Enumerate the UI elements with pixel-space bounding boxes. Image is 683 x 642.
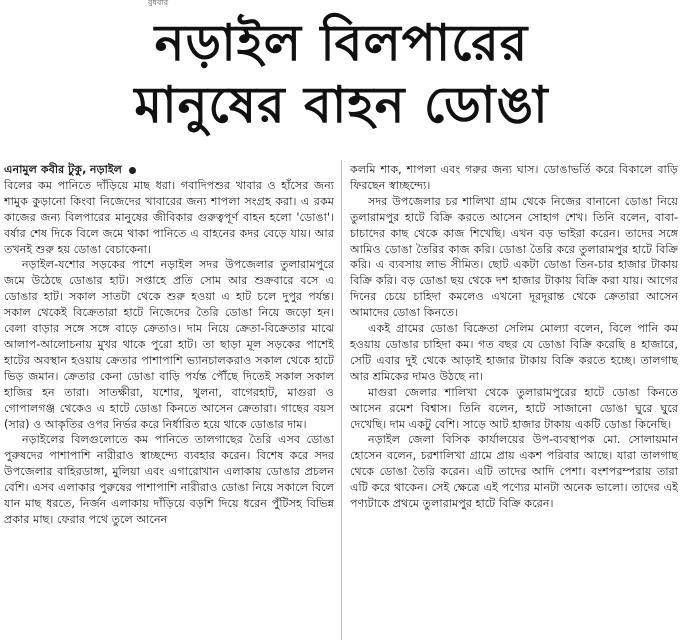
paragraph: বিলের কম পানিতে দাঁড়িয়ে মাছ ধরা। গবাদিপশুর খাবার ও হাঁসের জন্য শামুক কুড়ানো কিংবা নিজেদের খাবারের জন্য শাপলা সংগ্রহ করা। এ রকম কাজের জন্য বিলপারের মানুষের জীবিকার গুরুত্বপূর্ণ বাহন হলো 'ডোঙা'। বর্ষার শেষ দিকে বিলে জমে থাকা পানিতে এ বাহনের কদর বেড়ে যায়। আর তখনই শুরু হয় ডোঙা বেচাকেনা। [4,178,334,256]
page-header-fragment: বুধবার [148,0,169,6]
column-divider [341,160,342,640]
byline [4,162,334,178]
article-right-column [350,162,678,640]
paragraph: কলমি শাক, শাপলা এবং গরুর জন্য ঘাস। ডোঙাভর্তি করে বিকালে বাড়ি ফিরছেন স্বাচ্ছন্দ্যে। [350,163,678,192]
article-left-column [4,162,334,640]
paragraph: নড়াইলের বিলগুলোতে কম পানিতে তালগাছের তৈরি এসব ডোঙা পুরুষদের পাশাপাশি নারীরাও স্বাচ্ছন্দ্যে ব্যবহার করেন। বিশেষ করে সদর উপজেলার বাহিরডাঙ্গা, মুলিয়া এবং এগারোখান এলাকায় ডোঙার প্রচলন বেশি। এসব এলাকার পুরুষের পাশাপাশি নারীরাও ডোঙা নিয়ে সকালে বিলে যান মাছ ধরতে, নির্জন এলাকায় দাঁড়িয়ে বড়শি দিয়ে ধরেন পুঁটিসহ বিভিন্ন প্রকার মাছ। ফেরার পথে তুলে আনেন [4,433,334,526]
paragraph: একই গ্রামের ডোঙা বিক্রেতা সেলিম মোল্যা বলেন, বিলে পানি কম হওয়ায় ডোঙার চাহিদা কম। গত বছর যে ডোঙা বিক্রি করেছি ৪ হাজারে, সেটি এবার দুই থেকে আড়াই হাজার টাকায় বিক্রি করতে হচ্ছে। তালগাছ আর শ্রমিকের দামও উঠছে না। [350,322,678,383]
headline-line-2: মানুষের বাহন ডোঙা [134,76,549,134]
byline-location: নড়াইল [89,163,122,176]
paragraph: নড়াইল-যশোর সড়কের পাশে নড়াইল সদর উপজেলার তুলারামপুরে জমে উঠেছে ডোঙার হাট। সপ্তাহে প্রতি সোম আর শুক্রবারে বসে এ ডোঙার হাট। সকাল সাতটা থেকে শুরু হওয়া এ হাট চলে দুপুর পর্যন্ত। সকাল থেকেই বিক্রেতারা হাটে নিজেদের তৈরি ডোঙা নিয়ে জড়ো হন। বেলা বাড়ার সঙ্গে সঙ্গে বাড়ে ক্রেতাও। দাম নিয়ে ক্রেতা-বিক্রেতার মাঝে আলাপ-আলোচনায় মুখর থাকে পুরো হাট। তা ছাড়া মূল সড়কের পাশেই হাটের অবস্থান হওয়ায় ক্রেতার পাশাপাশি ভ্যানচালকরাও সকাল থেকে হাটে ভিড় জমান। ক্রেতার কেনা ডোঙা বাড়ি পর্যন্ত পৌঁছে দিতেই সকাল সকাল হাজির হন তারা। সাতক্ষীরা, যশোর, খুলনা, বাগেরহাট, মাগুরা ও গোপালগঞ্জ থেকেও এ হাটে ডোঙা কিনতে আসেন ক্রেতারা। গাছের বয়স (সার) ও আকৃতির ওপর নির্ভর করে নির্ধারিত হয়ে থাকে ডোঙার দাম। [4,258,334,431]
headline [0,12,683,136]
paragraph: সদর উপজেলার চর শালিখা গ্রাম থেকে নিজের বানানো ডোঙা নিয়ে তুলারামপুর হাটে বিক্রি করতে আসেন সোহাগ শেখ। তিনি বলেন, বাবা-চাচাদের কাছ থেকে কাজ শিখেছি। এখন বড় ভাইরা করেন। তাদের সঙ্গে আমিও ডোঙা তৈরির কাজ করি। ডোঙা তৈরি করে তুলারামপুর হাটে বিক্রি করি। এ ব্যবসায় লাভ সীমিত। ছোট একটা ডোঙা তিন-চার হাজার টাকায় বিক্রি করি। বড় ডোঙা ছয় থেকে দশ হাজার টাকায় বিক্রি করা যায়। আগের দিনের চেয়ে চাহিদা কমলেও এখনো দূরদূরান্ত থেকে ক্রেতারা আসেন আমাদের ডোঙা কিনতে। [350,194,678,320]
paragraph: নড়াইল জেলা বিসিক কার্যালয়ের উপ-ব্যবস্থাপক মো. সোলায়মান হোসেন বলেন, চরশালিখা গ্রামে প্রায় একশ পরিবার আছে। যারা তালগাছ থেকে ডোঙা তৈরি করেন। এটি তাদের আদি পেশা। বংশপরম্পরায় তারা এটি করে থাকেন। সেই ক্ষেত্রে এই পণ্যের মানটা অনেক ভালো। তাদের এই পণ্যটাকে প্রথমে তুলারামপুর হাটে বিক্রি করেন। [350,433,678,511]
paragraph: মাগুরা জেলার শালিখা থেকে তুলারামপুরের হাটে ডোঙা কিনতে আসেন রমেশ বিশ্বাস। তিনি বলেন, হাটে সাজানো ডোঙা ঘুরে ঘুরে দেখেছি। দাম একটু বেশি। সাড়ে আট হাজার টাকায় একটি ডোঙা কিনেছি। [350,385,678,431]
byline-author: এনামুল কবীর টুকু, [4,163,87,176]
bullet-dot-icon [129,167,136,174]
headline-line-1: নড়াইল বিলপারের [154,14,529,72]
